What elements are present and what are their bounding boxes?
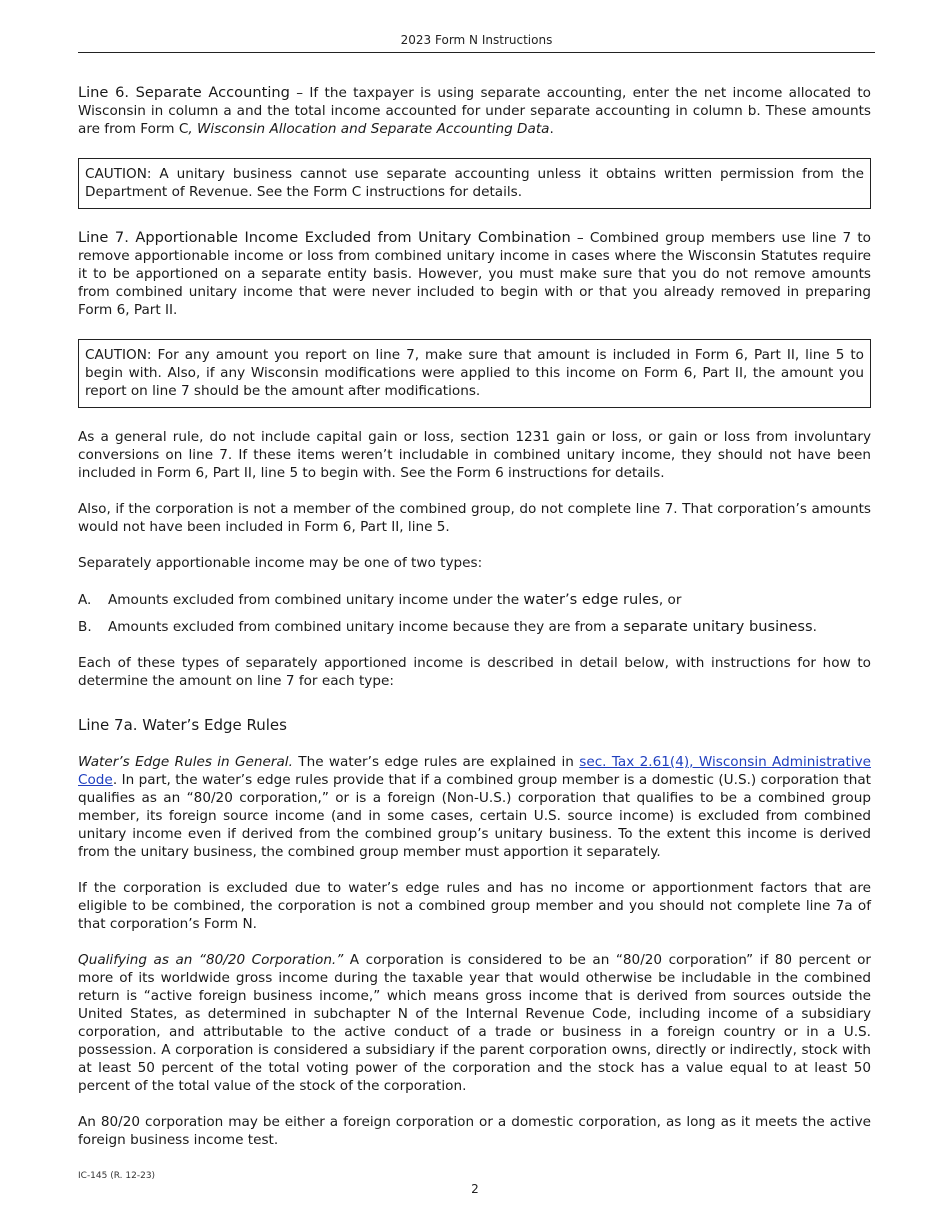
qualifying-8020-paragraph [78,951,871,1095]
caution-text: CAUTION: For any amount you report on line 7, make sure that amount is included in Form 6, Part II, line 5 to begin with. Also, if any Wisconsin modifications were applied to this income on Form 6, Part II, the amount you report on line 7 should be the amount after modifications. [85,347,864,399]
document-body [78,84,871,1149]
caution-box-separate-accounting [78,158,871,209]
line6-text: – If the taxpayer is using separate accounting, enter the net income allocated to Wisconsin in column a and the total income accounted for under separate accounting in column b. These amounts are from Form C [78,85,871,137]
page-number: 2 [471,1182,479,1196]
list-item-b [78,618,871,636]
types-intro-paragraph: Separately apportionable income may be one of two types: [78,555,483,571]
list-text: Amounts excluded from combined unitary income under the [108,592,524,608]
waters-edge-post: . In part, the water’s edge rules provide that if a combined group member is a domestic (U.S.) corporation that qualifies as an “80/20 corporation,” or is a foreign (Non-U.S.) corporation that qualifies to be a combined group member, its foreign source income (and in some cases, certain U.S. source income) is excluded from combined unitary income even if derived from the combined group’s unitary business. To the extent this income is derived from the unitary business, the combined group member must apportion it separately. [78,772,871,860]
line7-heading: Line 7. Apportionable Income Excluded from Unitary Combination [78,229,571,246]
list-end: . [812,619,817,635]
caution-box-line7 [78,339,871,408]
list-text: Amounts excluded from combined unitary income because they are from a [108,619,624,635]
8020-corporation-paragraph: An 80/20 corporation may be either a foreign corporation or a domestic corporation, as long as it meets the active foreign business income test. [78,1114,871,1148]
list-emphasis: water’s edge rules [523,591,659,608]
waters-edge-pre: The water’s edge rules are explained in [292,754,580,770]
form-c-title: , Wisconsin Allocation and Separate Accounting Data [188,121,550,137]
line7-text: – Combined group members use line 7 to remove apportionable income or loss from combined unitary income in cases where the Wisconsin Statutes require it to be apportioned on a separate entity basis. However, you must make sure that you do not remove amounts from combined unitary income that were never included to begin with or that you already removed in preparing Form 6, Part II. [78,230,871,318]
list-end: , or [658,592,682,608]
list-item-text [108,618,871,636]
tax-code-link[interactable]: sec. Tax 2.61(4), Wisconsin Administrative Code [78,754,872,788]
line7a-heading: Line 7a. Water’s Edge Rules [78,716,287,734]
line6-heading: Line 6. Separate Accounting [78,84,290,101]
line7-paragraph [78,229,871,319]
list-emphasis: separate unitary business [623,618,813,635]
line6-end: . [549,121,554,137]
list-letter: A. [78,592,92,608]
caution-text: CAUTION: A unitary business cannot use separate accounting unless it obtains written permission from the Department of Revenue. See the Form C instructions for details. [85,166,864,200]
running-header: 2023 Form N Instructions [400,33,553,47]
header-rule [78,52,875,53]
not-member-paragraph: Also, if the corporation is not a member of the combined group, do not complete line 7. That corporation’s amounts would not have been included in Form 6, Part II, line 5. [78,501,871,535]
qualifying-text: A corporation is considered to be an “80/20 corporation” if 80 percent or more of its worldwide gross income during the taxable year that would otherwise be includable in the combined return is “active foreign business income,” which means gross income that is derived from sources outside the United States, as determined in subchapter N of the Internal Revenue Code, including income of a subsidiary corporation, and attributable to the active conduct of a trade or business in a foreign country or in a U.S. possession. A corporation is considered a subsidiary if the parent corporation owns, directly or indirectly, stock with at least 50 percent of the total voting power of the corporation and the stock has a value equal to at least 50 percent of the total value of the stock of the corporation. [78,952,871,1094]
line6-paragraph [78,84,871,138]
form-revision-code: IC-145 (R. 12-23) [78,1171,156,1181]
list-letter: B. [78,619,92,635]
list-item-text [108,591,871,609]
waters-edge-general-paragraph [78,753,871,861]
waters-edge-lead: Water’s Edge Rules in General. [78,754,293,770]
excluded-corporation-paragraph: If the corporation is excluded due to water’s edge rules and has no income or apportionment factors that are eligible to be combined, the corporation is not a combined group member and you should not complete line 7a of that corporation’s Form N. [78,880,871,932]
general-rule-paragraph: As a general rule, do not include capital gain or loss, section 1231 gain or loss, or gain or loss from involuntary conversions on line 7. If these items weren’t includable in combined unitary income, they should not have been included in Form 6, Part II, line 5 to begin with. See the Form 6 instructions for details. [78,429,871,481]
list-item-a [78,591,871,609]
each-type-paragraph: Each of these types of separately apportioned income is described in detail below, with instructions for how to determine the amount on line 7 for each type: [78,655,871,689]
qualifying-lead: Qualifying as an “80/20 Corporation.” [78,952,344,968]
